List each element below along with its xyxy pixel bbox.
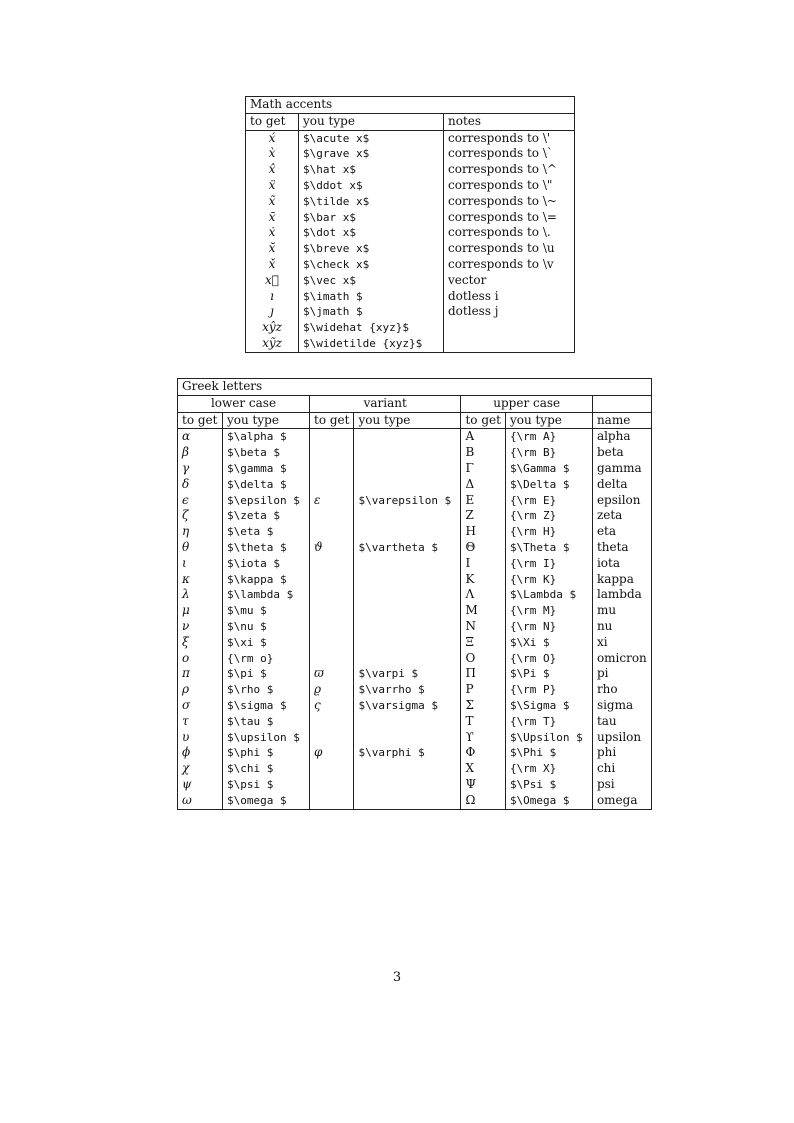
variant-symbol: ϑ bbox=[310, 540, 354, 556]
lower-symbol: ι bbox=[178, 556, 223, 572]
upper-symbol: Λ bbox=[461, 587, 505, 603]
upper-code: {\rm B} bbox=[505, 445, 592, 461]
accent-row bbox=[246, 225, 575, 241]
variant-symbol bbox=[310, 793, 354, 809]
lower-code: $\mu $ bbox=[223, 603, 310, 619]
variant-symbol bbox=[310, 524, 354, 540]
upper-code: {\rm N} bbox=[505, 619, 592, 635]
upper-symbol: Γ bbox=[461, 461, 505, 477]
lower-code: $\eta $ bbox=[223, 524, 310, 540]
letter-name: beta bbox=[592, 445, 651, 461]
letter-name: nu bbox=[592, 619, 651, 635]
greek-row bbox=[178, 714, 652, 730]
accent-code: $\breve x$ bbox=[299, 241, 444, 257]
upper-code: $\Upsilon $ bbox=[505, 730, 592, 746]
upper-code: $\Delta $ bbox=[505, 477, 592, 493]
variant-symbol bbox=[310, 572, 354, 588]
accent-row bbox=[246, 178, 575, 194]
lower-symbol: τ bbox=[178, 714, 223, 730]
lower-symbol: ρ bbox=[178, 682, 223, 698]
letter-name: chi bbox=[592, 761, 651, 777]
letter-name: xi bbox=[592, 635, 651, 651]
upper-symbol: Δ bbox=[461, 477, 505, 493]
accent-row bbox=[246, 130, 575, 146]
lower-code: $\sigma $ bbox=[223, 698, 310, 714]
variant-code bbox=[354, 477, 461, 493]
greek-row bbox=[178, 572, 652, 588]
lower-code: $\theta $ bbox=[223, 540, 310, 556]
accent-note: corresponds to \. bbox=[444, 225, 575, 241]
lower-code: $\upsilon $ bbox=[223, 730, 310, 746]
upper-code: {\rm Z} bbox=[505, 508, 592, 524]
lower-symbol: χ bbox=[178, 761, 223, 777]
variant-symbol bbox=[310, 619, 354, 635]
lower-code: $\kappa $ bbox=[223, 572, 310, 588]
variant-code: $\varepsilon $ bbox=[354, 493, 461, 509]
accent-symbol: xỹz bbox=[246, 336, 299, 352]
accent-row bbox=[246, 273, 575, 289]
page-number: 3 bbox=[392, 970, 402, 985]
greek-row bbox=[178, 461, 652, 477]
upper-symbol: A bbox=[461, 429, 505, 445]
upper-code: $\Gamma $ bbox=[505, 461, 592, 477]
accent-code: $\tilde x$ bbox=[299, 194, 444, 210]
accent-code: $\bar x$ bbox=[299, 210, 444, 226]
lower-code: $\phi $ bbox=[223, 745, 310, 761]
greek-row bbox=[178, 477, 652, 493]
letter-name: mu bbox=[592, 603, 651, 619]
variant-symbol bbox=[310, 651, 354, 667]
variant-symbol: φ bbox=[310, 745, 354, 761]
upper-code: $\Sigma $ bbox=[505, 698, 592, 714]
letter-name: pi bbox=[592, 666, 651, 682]
lower-symbol: λ bbox=[178, 587, 223, 603]
letter-name: sigma bbox=[592, 698, 651, 714]
accent-row bbox=[246, 194, 575, 210]
variant-code bbox=[354, 508, 461, 524]
upper-symbol: Ω bbox=[461, 793, 505, 809]
greek-row bbox=[178, 619, 652, 635]
greek-row bbox=[178, 524, 652, 540]
accent-row bbox=[246, 320, 575, 336]
accent-symbol: xŷz bbox=[246, 320, 299, 336]
accent-symbol: ẋ bbox=[246, 225, 299, 241]
upper-code: $\Xi $ bbox=[505, 635, 592, 651]
upper-symbol: B bbox=[461, 445, 505, 461]
accent-note: corresponds to \~ bbox=[444, 194, 575, 210]
accents-body bbox=[246, 130, 575, 352]
greek-row bbox=[178, 429, 652, 445]
variant-symbol bbox=[310, 556, 354, 572]
variant-symbol bbox=[310, 714, 354, 730]
letter-name: kappa bbox=[592, 572, 651, 588]
accent-symbol: x̆ bbox=[246, 241, 299, 257]
upper-symbol: O bbox=[461, 651, 505, 667]
upper-code: $\Lambda $ bbox=[505, 587, 592, 603]
accent-symbol: ı bbox=[246, 289, 299, 305]
lower-symbol: o bbox=[178, 651, 223, 667]
lower-code: $\omega $ bbox=[223, 793, 310, 809]
accent-code: $\dot x$ bbox=[299, 225, 444, 241]
variant-code bbox=[354, 777, 461, 793]
accent-row bbox=[246, 257, 575, 273]
accent-note: dotless j bbox=[444, 304, 575, 320]
accents-header-notes: notes bbox=[444, 113, 575, 130]
greek-row bbox=[178, 493, 652, 509]
upper-symbol: Ψ bbox=[461, 777, 505, 793]
upper-symbol: K bbox=[461, 572, 505, 588]
lower-code: $\beta $ bbox=[223, 445, 310, 461]
lower-code: $\pi $ bbox=[223, 666, 310, 682]
accent-note: dotless i bbox=[444, 289, 575, 305]
variant-code bbox=[354, 761, 461, 777]
lower-code: $\alpha $ bbox=[223, 429, 310, 445]
accent-code: $\grave x$ bbox=[299, 146, 444, 162]
accent-code: $\widehat {xyz}$ bbox=[299, 320, 444, 336]
accent-symbol: x̃ bbox=[246, 194, 299, 210]
lower-symbol: ϕ bbox=[178, 745, 223, 761]
accents-header-you-type: you type bbox=[299, 113, 444, 130]
greek-row bbox=[178, 761, 652, 777]
upper-symbol: T bbox=[461, 714, 505, 730]
lower-symbol: ω bbox=[178, 793, 223, 809]
variant-code bbox=[354, 603, 461, 619]
accent-code: $\widetilde {xyz}$ bbox=[299, 336, 444, 352]
upper-code: {\rm H} bbox=[505, 524, 592, 540]
upper-code: {\rm T} bbox=[505, 714, 592, 730]
lower-code: $\chi $ bbox=[223, 761, 310, 777]
lower-symbol: κ bbox=[178, 572, 223, 588]
accents-caption: Math accents bbox=[246, 97, 575, 114]
greek-row bbox=[178, 730, 652, 746]
accent-note: vector bbox=[444, 273, 575, 289]
accent-row bbox=[246, 162, 575, 178]
lower-symbol: β bbox=[178, 445, 223, 461]
greek-body bbox=[178, 429, 652, 809]
lower-symbol: α bbox=[178, 429, 223, 445]
variant-code bbox=[354, 461, 461, 477]
upper-code: {\rm X} bbox=[505, 761, 592, 777]
lower-code: $\psi $ bbox=[223, 777, 310, 793]
greek-letters-table bbox=[177, 378, 652, 810]
greek-row bbox=[178, 445, 652, 461]
accent-symbol: ȷ bbox=[246, 304, 299, 320]
upper-code: {\rm E} bbox=[505, 493, 592, 509]
accent-code: $\acute x$ bbox=[299, 130, 444, 146]
upper-symbol: N bbox=[461, 619, 505, 635]
upper-symbol: Φ bbox=[461, 745, 505, 761]
variant-symbol bbox=[310, 777, 354, 793]
lower-code: {\rm o} bbox=[223, 651, 310, 667]
lower-symbol: γ bbox=[178, 461, 223, 477]
upper-symbol: M bbox=[461, 603, 505, 619]
variant-symbol: ς bbox=[310, 698, 354, 714]
accent-note: corresponds to \' bbox=[444, 130, 575, 146]
upper-symbol: Π bbox=[461, 666, 505, 682]
accent-note bbox=[444, 320, 575, 336]
greek-row bbox=[178, 556, 652, 572]
letter-name: lambda bbox=[592, 587, 651, 603]
letter-name: iota bbox=[592, 556, 651, 572]
greek-row bbox=[178, 587, 652, 603]
accent-note bbox=[444, 336, 575, 352]
greek-caption: Greek letters bbox=[178, 379, 652, 396]
variant-symbol: ε bbox=[310, 493, 354, 509]
variant-code bbox=[354, 556, 461, 572]
variant-symbol bbox=[310, 445, 354, 461]
variant-symbol: ϖ bbox=[310, 666, 354, 682]
upper-code: {\rm A} bbox=[505, 429, 592, 445]
greek-row bbox=[178, 777, 652, 793]
variant-code bbox=[354, 651, 461, 667]
lower-code: $\iota $ bbox=[223, 556, 310, 572]
group-variant: variant bbox=[310, 395, 461, 412]
greek-row bbox=[178, 698, 652, 714]
group-upper-case: upper case bbox=[461, 395, 592, 412]
accent-note: corresponds to \` bbox=[444, 146, 575, 162]
accent-symbol: x̀ bbox=[246, 146, 299, 162]
lower-code: $\rho $ bbox=[223, 682, 310, 698]
letter-name: delta bbox=[592, 477, 651, 493]
upper-symbol: Ξ bbox=[461, 635, 505, 651]
accent-symbol: x⃗ bbox=[246, 273, 299, 289]
accent-row bbox=[246, 241, 575, 257]
accent-note: corresponds to \= bbox=[444, 210, 575, 226]
greek-header-variant-to-get: to get bbox=[310, 412, 354, 429]
accent-row bbox=[246, 304, 575, 320]
accent-symbol: x̌ bbox=[246, 257, 299, 273]
upper-code: $\Phi $ bbox=[505, 745, 592, 761]
variant-code: $\varphi $ bbox=[354, 745, 461, 761]
lower-symbol: ϵ bbox=[178, 493, 223, 509]
greek-row bbox=[178, 682, 652, 698]
group-empty bbox=[592, 395, 651, 412]
accent-code: $\hat x$ bbox=[299, 162, 444, 178]
letter-name: tau bbox=[592, 714, 651, 730]
greek-header-name: name bbox=[592, 412, 651, 429]
variant-symbol bbox=[310, 635, 354, 651]
letter-name: rho bbox=[592, 682, 651, 698]
greek-row bbox=[178, 666, 652, 682]
variant-symbol bbox=[310, 461, 354, 477]
accent-symbol: x̄ bbox=[246, 210, 299, 226]
upper-symbol: E bbox=[461, 493, 505, 509]
variant-code bbox=[354, 587, 461, 603]
accent-row bbox=[246, 210, 575, 226]
greek-header-lower-to-get: to get bbox=[178, 412, 223, 429]
lower-symbol: δ bbox=[178, 477, 223, 493]
variant-symbol bbox=[310, 603, 354, 619]
accent-symbol: x̂ bbox=[246, 162, 299, 178]
letter-name: epsilon bbox=[592, 493, 651, 509]
lower-code: $\epsilon $ bbox=[223, 493, 310, 509]
variant-code: $\vartheta $ bbox=[354, 540, 461, 556]
upper-symbol: Z bbox=[461, 508, 505, 524]
greek-header-upper-you-type: you type bbox=[505, 412, 592, 429]
lower-symbol: θ bbox=[178, 540, 223, 556]
upper-symbol: Θ bbox=[461, 540, 505, 556]
upper-code: {\rm P} bbox=[505, 682, 592, 698]
letter-name: omega bbox=[592, 793, 651, 809]
greek-row bbox=[178, 540, 652, 556]
lower-symbol: ψ bbox=[178, 777, 223, 793]
upper-code: {\rm M} bbox=[505, 603, 592, 619]
upper-symbol: H bbox=[461, 524, 505, 540]
lower-symbol: π bbox=[178, 666, 223, 682]
letter-name: alpha bbox=[592, 429, 651, 445]
upper-code: {\rm I} bbox=[505, 556, 592, 572]
accent-row bbox=[246, 336, 575, 352]
letter-name: theta bbox=[592, 540, 651, 556]
lower-code: $\nu $ bbox=[223, 619, 310, 635]
greek-header-variant-you-type: you type bbox=[354, 412, 461, 429]
accents-header-to-get: to get bbox=[246, 113, 299, 130]
accent-row bbox=[246, 146, 575, 162]
lower-code: $\delta $ bbox=[223, 477, 310, 493]
variant-code bbox=[354, 635, 461, 651]
variant-symbol bbox=[310, 508, 354, 524]
variant-symbol bbox=[310, 730, 354, 746]
accent-note: corresponds to \^ bbox=[444, 162, 575, 178]
greek-row bbox=[178, 508, 652, 524]
upper-symbol: Σ bbox=[461, 698, 505, 714]
upper-symbol: P bbox=[461, 682, 505, 698]
lower-symbol: ν bbox=[178, 619, 223, 635]
lower-symbol: υ bbox=[178, 730, 223, 746]
variant-code bbox=[354, 429, 461, 445]
accent-note: corresponds to \" bbox=[444, 178, 575, 194]
upper-code: $\Psi $ bbox=[505, 777, 592, 793]
group-lower-case: lower case bbox=[178, 395, 310, 412]
letter-name: phi bbox=[592, 745, 651, 761]
variant-code bbox=[354, 524, 461, 540]
lower-symbol: η bbox=[178, 524, 223, 540]
upper-code: $\Pi $ bbox=[505, 666, 592, 682]
variant-code bbox=[354, 730, 461, 746]
variant-code bbox=[354, 445, 461, 461]
math-accents-table bbox=[245, 96, 575, 353]
upper-code: {\rm K} bbox=[505, 572, 592, 588]
variant-symbol bbox=[310, 429, 354, 445]
accent-code: $\jmath $ bbox=[299, 304, 444, 320]
upper-symbol: I bbox=[461, 556, 505, 572]
variant-symbol bbox=[310, 587, 354, 603]
variant-code bbox=[354, 714, 461, 730]
variant-code: $\varrho $ bbox=[354, 682, 461, 698]
upper-code: $\Theta $ bbox=[505, 540, 592, 556]
greek-header-lower-you-type: you type bbox=[223, 412, 310, 429]
variant-symbol bbox=[310, 477, 354, 493]
letter-name: eta bbox=[592, 524, 651, 540]
greek-row bbox=[178, 745, 652, 761]
accent-symbol: x́ bbox=[246, 130, 299, 146]
greek-row bbox=[178, 635, 652, 651]
letter-name: psi bbox=[592, 777, 651, 793]
accent-code: $\ddot x$ bbox=[299, 178, 444, 194]
greek-header-upper-to-get: to get bbox=[461, 412, 505, 429]
variant-code: $\varpi $ bbox=[354, 666, 461, 682]
upper-code: $\Omega $ bbox=[505, 793, 592, 809]
upper-symbol: X bbox=[461, 761, 505, 777]
upper-symbol: ϒ bbox=[461, 730, 505, 746]
lower-code: $\zeta $ bbox=[223, 508, 310, 524]
letter-name: gamma bbox=[592, 461, 651, 477]
greek-row bbox=[178, 651, 652, 667]
lower-symbol: ξ bbox=[178, 635, 223, 651]
accent-symbol: ẍ bbox=[246, 178, 299, 194]
variant-code bbox=[354, 572, 461, 588]
letter-name: upsilon bbox=[592, 730, 651, 746]
lower-code: $\lambda $ bbox=[223, 587, 310, 603]
accent-code: $\imath $ bbox=[299, 289, 444, 305]
lower-code: $\tau $ bbox=[223, 714, 310, 730]
lower-symbol: μ bbox=[178, 603, 223, 619]
greek-row bbox=[178, 793, 652, 809]
letter-name: zeta bbox=[592, 508, 651, 524]
letter-name: omicron bbox=[592, 651, 651, 667]
accent-note: corresponds to \u bbox=[444, 241, 575, 257]
accent-row bbox=[246, 289, 575, 305]
lower-symbol: σ bbox=[178, 698, 223, 714]
accent-code: $\check x$ bbox=[299, 257, 444, 273]
variant-code bbox=[354, 793, 461, 809]
upper-code: {\rm O} bbox=[505, 651, 592, 667]
accent-code: $\vec x$ bbox=[299, 273, 444, 289]
variant-symbol bbox=[310, 761, 354, 777]
lower-symbol: ζ bbox=[178, 508, 223, 524]
variant-code: $\varsigma $ bbox=[354, 698, 461, 714]
accent-note: corresponds to \v bbox=[444, 257, 575, 273]
variant-symbol: ϱ bbox=[310, 682, 354, 698]
variant-code bbox=[354, 619, 461, 635]
lower-code: $\gamma $ bbox=[223, 461, 310, 477]
greek-row bbox=[178, 603, 652, 619]
lower-code: $\xi $ bbox=[223, 635, 310, 651]
